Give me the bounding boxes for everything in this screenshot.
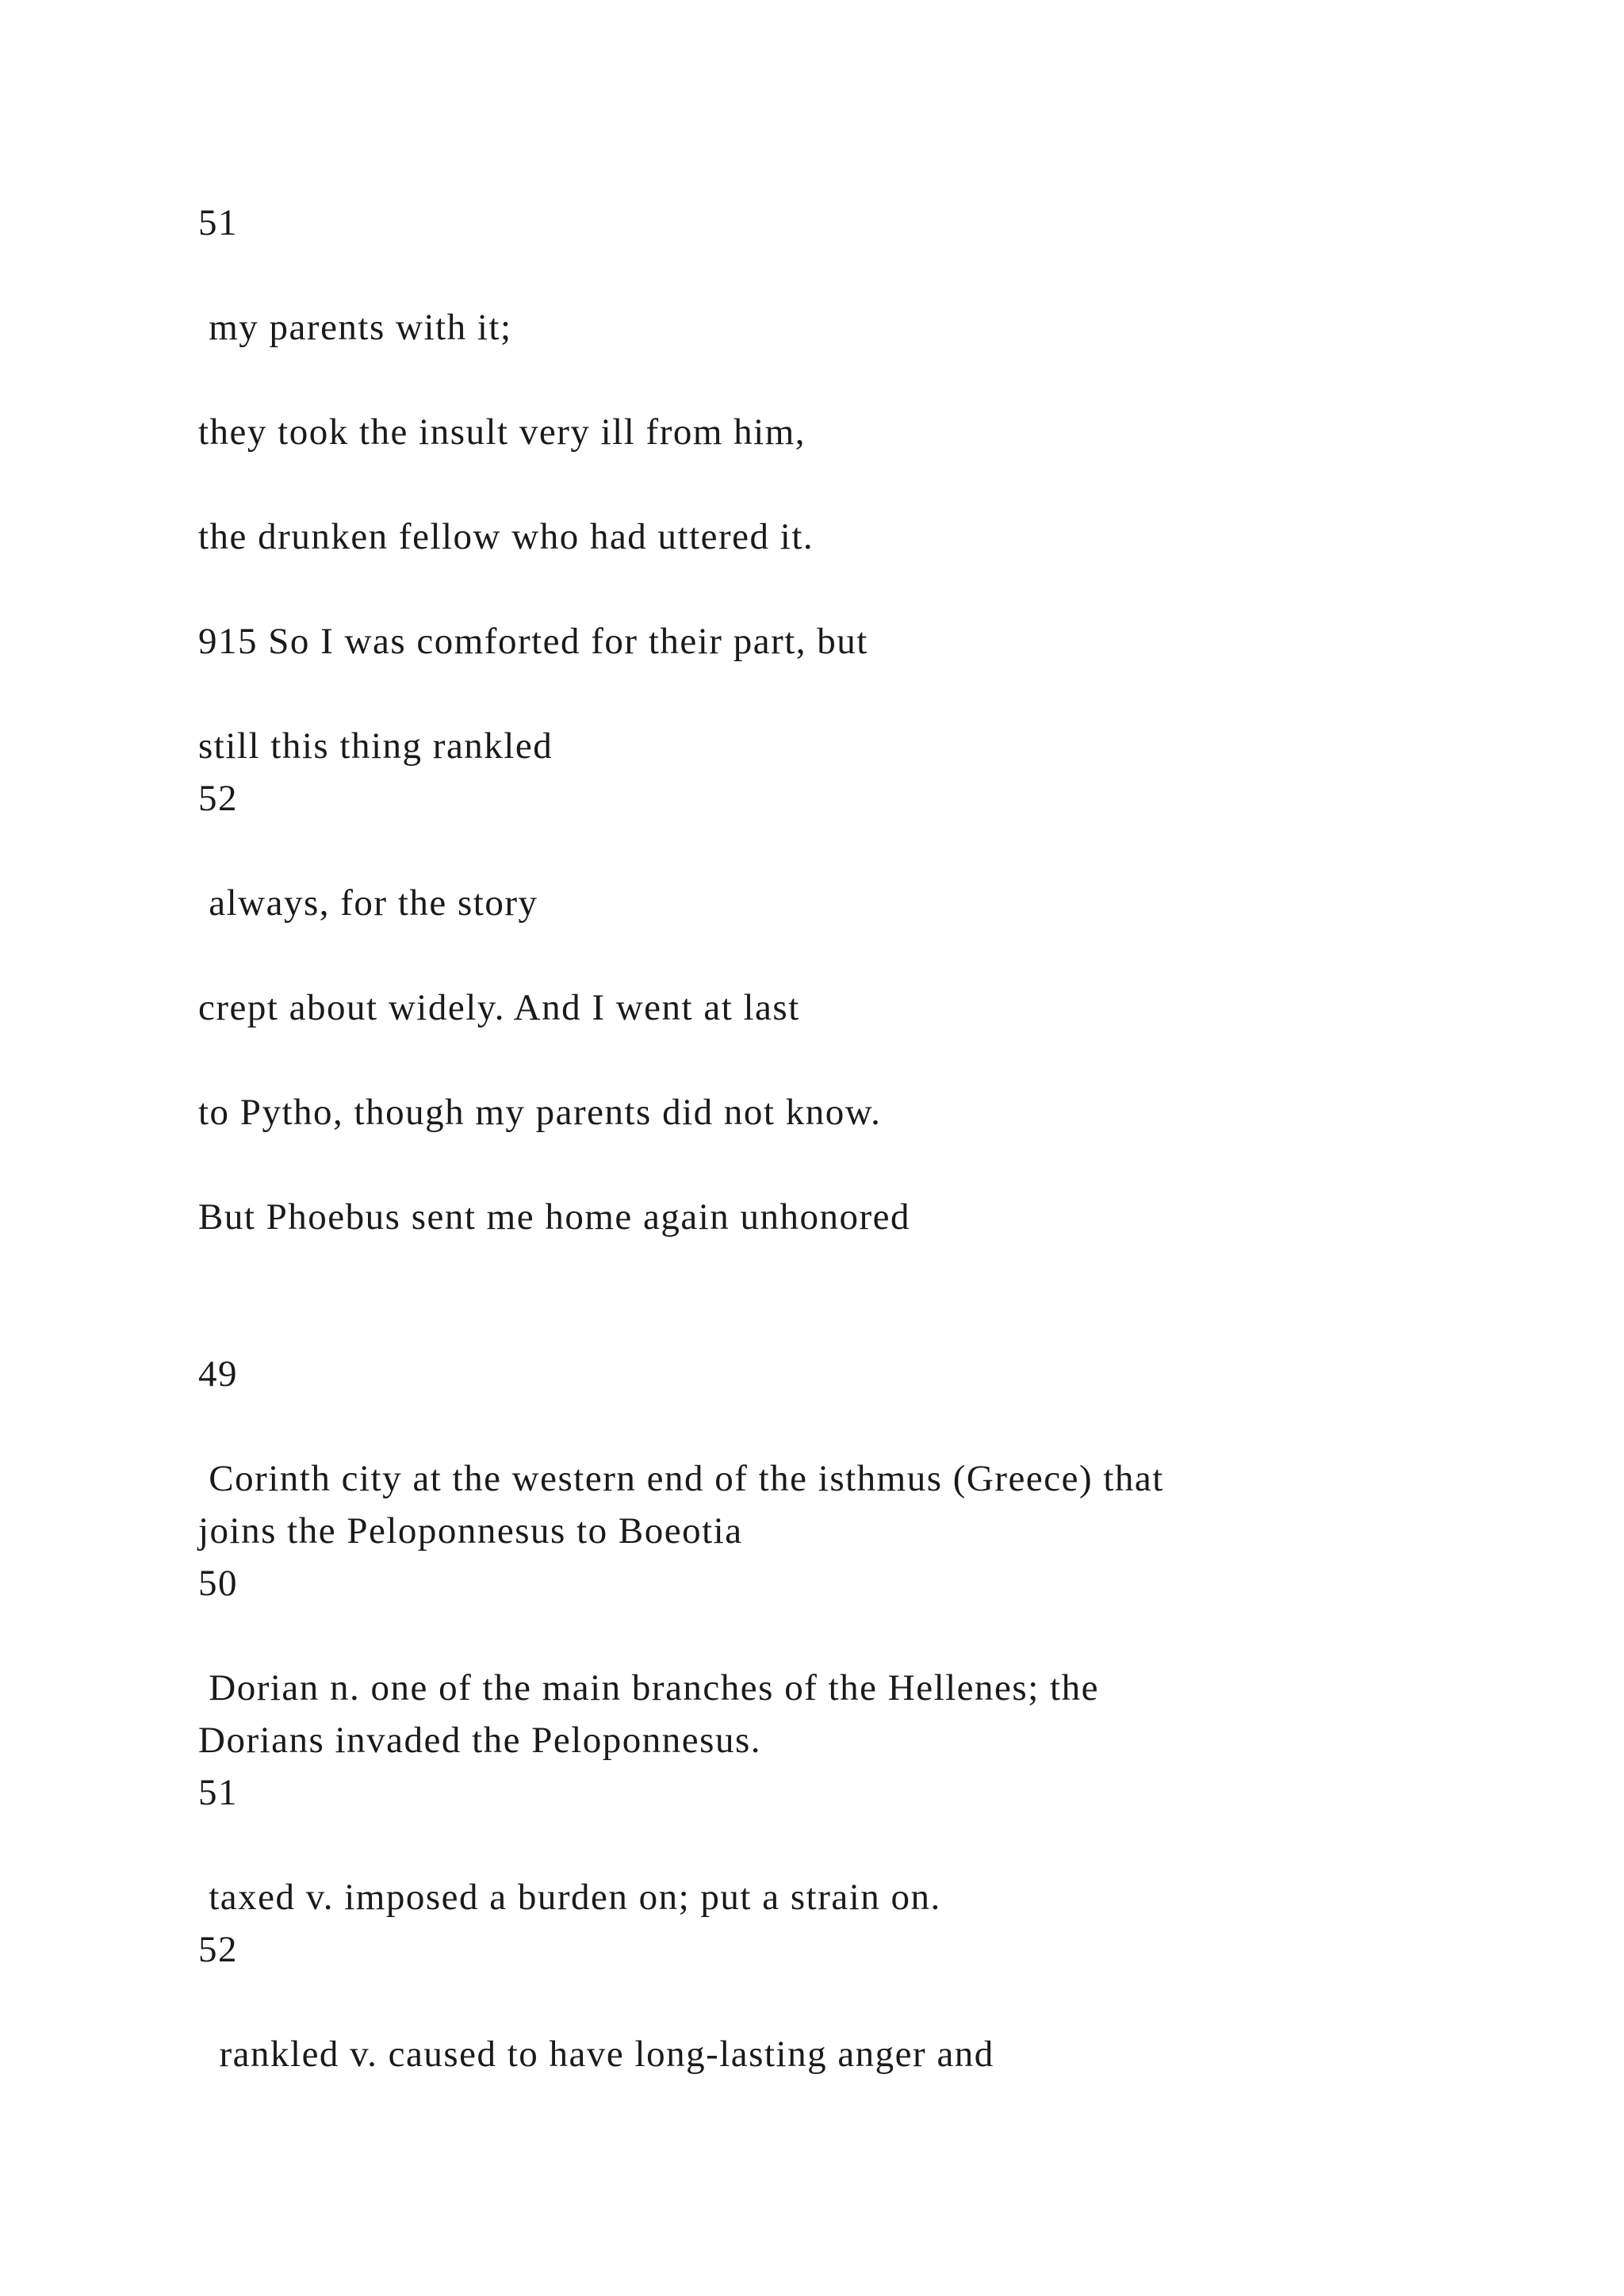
footnote-text-50: Dorian n. one of the main branches of the Hellenes; the bbox=[198, 1667, 1099, 1709]
footnote-text-49-cont: joins the Peloponnesus to Boeotia bbox=[198, 1510, 743, 1552]
verse-line: to Pytho, though my parents did not know. bbox=[198, 1092, 882, 1133]
verse-line: always, for the story bbox=[198, 882, 538, 924]
verse-line: But Phoebus sent me home again unhonored bbox=[198, 1196, 911, 1238]
footnote-number-51: 51 bbox=[198, 1772, 238, 1813]
footnote-text-49: Corinth city at the western end of the isthmus (Greece) that bbox=[198, 1458, 1164, 1499]
footnote-ref-51: 51 bbox=[198, 202, 238, 243]
footnote-number-52: 52 bbox=[198, 1929, 238, 1970]
footnote-text-50-cont: Dorians invaded the Peloponnesus. bbox=[198, 1720, 762, 1761]
verse-line: they took the insult very ill from him, bbox=[198, 411, 806, 453]
verse-line: my parents with it; bbox=[198, 307, 512, 348]
footnote-text-52: rankled v. caused to have long-lasting anger and bbox=[198, 2034, 994, 2075]
verse-line: crept about widely. And I went at last bbox=[198, 987, 800, 1028]
footnote-number-50: 50 bbox=[198, 1563, 238, 1604]
footnote-text-51: taxed v. imposed a burden on; put a strain on. bbox=[198, 1877, 941, 1918]
footnote-ref-52: 52 bbox=[198, 778, 238, 819]
verse-line: the drunken fellow who had uttered it. bbox=[198, 516, 814, 557]
verse-line: still this thing rankled bbox=[198, 725, 553, 767]
footnote-number-49: 49 bbox=[198, 1353, 238, 1395]
verse-line-numbered: 915 So I was comforted for their part, but bbox=[198, 621, 868, 662]
